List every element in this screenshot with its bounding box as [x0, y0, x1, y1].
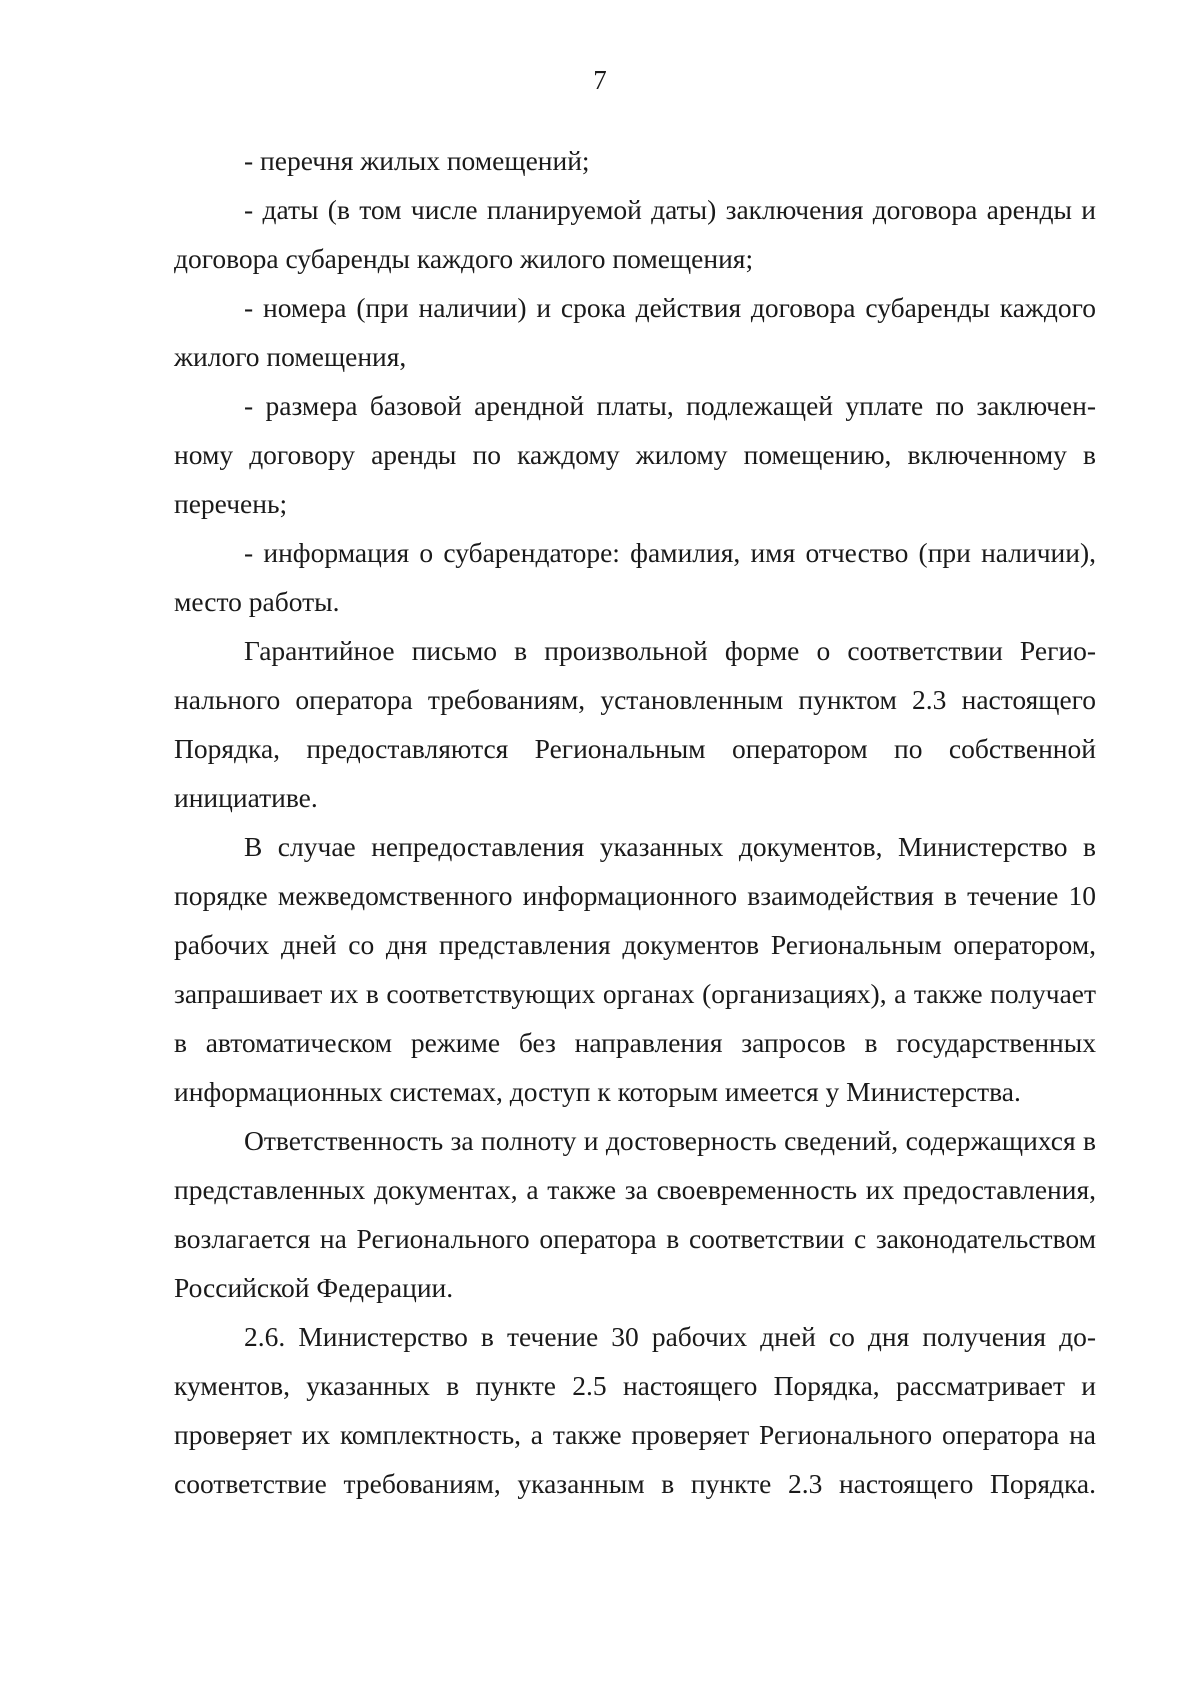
list-item-housing-list: - перечня жилых помещений; — [244, 145, 590, 176]
list-item-subtenant-info: - информация о субарендаторе: фамилия, имя отчество (при наличии), место работы. — [174, 537, 1096, 617]
list-item-base-rent: - размера базовой арендной платы, подлежащей уплате по заключенному договору аренды по каждому жилому помещению, включенному в перечень; — [174, 390, 1096, 519]
list-item-contract-dates: - даты (в том числе планируемой даты) заключения договора аренды и договора субаренды каждого жилого помещения; — [174, 194, 1096, 274]
list-item-sublease-number: - номера (при наличии) и срока действия договора субаренды каждого жилого помещения, — [174, 292, 1096, 372]
paragraph-section-2-6: 2.6. Министерство в течение 30 рабочих дней со дня получения документов, указанных в пункте 2.5 настоящего Порядка, рассматривает и проверяет их комплектность, а также проверяет Регионального оператора на соответствие требованиям, указанным в пункте 2.3 настоящего Порядка. — [174, 1321, 1096, 1499]
paragraph-guarantee-letter: Гарантийное письмо в произвольной форме о соответствии Регионального оператора требованиям, установленным пунктом 2.3 настоящего Порядка, предоставляются Региональным оператором по собственной инициативе. — [174, 635, 1096, 813]
paragraph-responsibility: Ответственность за полноту и достоверность сведений, содержащихся в представленных документах, а также за своевременность их предоставления, возлагается на Регионального оператора в соответствии с законодательством Российской Федерации. — [174, 1125, 1096, 1303]
document-body — [174, 136, 1096, 1508]
page-number: 7 — [593, 65, 607, 95]
paragraph-non-submission: В случае непредоставления указанных документов, Министерство в порядке межведомственного информационного взаимодействия в течение 10 рабочих дней со дня представления документов Региональным оператором, запрашивает их в соответствующих органах (организациях), а также получает в автоматическом режиме без направления запросов в государственных информационных системах, доступ к которым имеется у Министерства. — [174, 831, 1096, 1107]
